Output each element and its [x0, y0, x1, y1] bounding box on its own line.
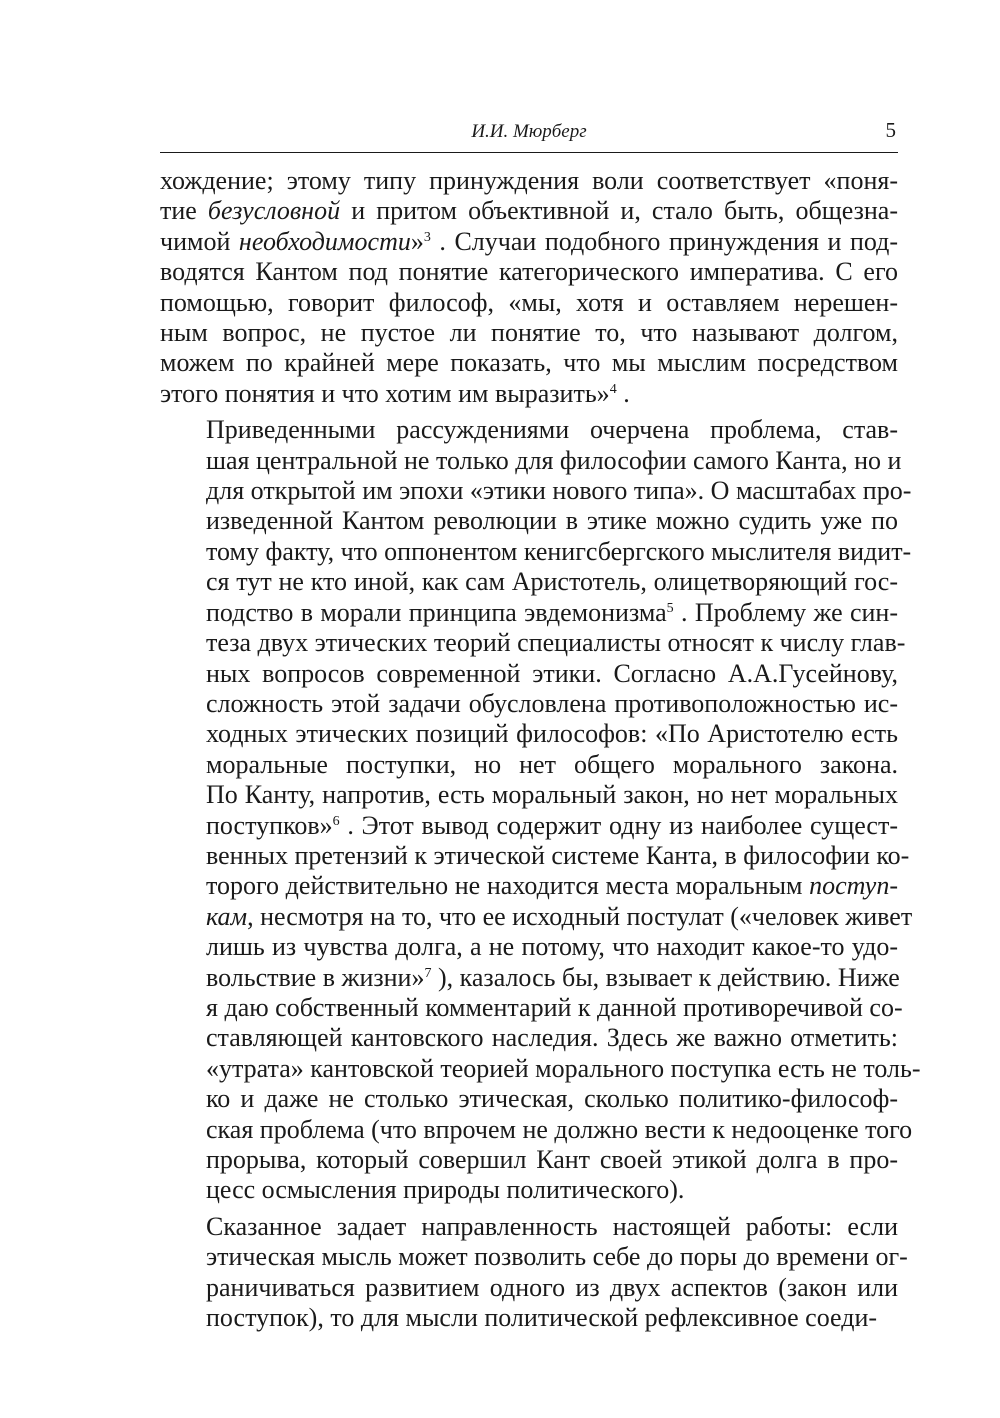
text-line [160, 992, 903, 1023]
footnote-ref: 6 [332, 813, 340, 829]
text-line [160, 1242, 908, 1272]
italic-text: кам [206, 901, 248, 931]
text-segment: сложность этой задачи обусловлена противоположностью ис- [206, 688, 898, 718]
text-segment: . [616, 378, 630, 408]
text-segment: лишь из чувства долга, а не потому, что находит какое-то удо- [206, 932, 898, 962]
footnote-ref: 4 [609, 381, 617, 397]
text-segment: вольствие в жизни» [206, 962, 425, 992]
page-number: 5 [885, 118, 896, 142]
text-segment: , несмотря на то, что ее исходный постулат («человек живет [247, 901, 913, 931]
text-segment: изведенной Кантом революции в этике можно судить уже по [206, 506, 898, 536]
text-line [160, 811, 898, 841]
text-segment: Приведенными рассуждениями очерчена проблема, став- [206, 415, 898, 445]
text-line [160, 901, 913, 932]
text-line [160, 780, 898, 810]
text-line [160, 536, 912, 567]
text-segment: подство в морали принципа эвдемонизма [206, 597, 667, 627]
text-segment: тие [160, 196, 208, 226]
text-line [160, 1145, 898, 1175]
text-segment: раничиваться развитием одного из двух аспектов (закон или [206, 1272, 898, 1302]
text-line [160, 506, 898, 536]
text-segment: ), казалось бы, взывает к действию. Ниже [431, 962, 900, 992]
text-line [160, 196, 898, 226]
text-line [160, 476, 912, 506]
footnote-ref: 7 [424, 965, 432, 981]
text-segment: . Проблему же син- [673, 597, 898, 627]
text-segment: помощью, говорит философ, «мы, хотя и оставляем нерешен- [160, 287, 898, 317]
paragraph [160, 415, 921, 1206]
text-segment: прорыва, который совершил Кант своей этикой долга в про- [206, 1145, 898, 1174]
footnote-ref: 3 [423, 229, 431, 245]
text-segment: поступков» [206, 810, 333, 840]
text-line [160, 598, 898, 628]
text-segment: Сказанное задает направленность настоящей работы: если [206, 1211, 898, 1241]
text-segment: поступок), то для мысли политической рефлексивное соеди- [206, 1303, 878, 1333]
text-line [160, 257, 898, 287]
text-segment: чимой [160, 226, 239, 256]
text-segment: ных вопросов современной этики. Согласно А.А.Гусейнову, [206, 658, 898, 688]
text-segment: По Канту, напротив, есть моральный закон, но нет моральных [206, 780, 898, 810]
paragraph [160, 1211, 908, 1334]
text-line [160, 288, 898, 318]
text-segment: тому факту, что оппонентом кенигсбергского мыслителя видит- [206, 536, 912, 566]
text-line [160, 1053, 921, 1084]
body-text [160, 166, 921, 1333]
text-segment: я даю собственный комментарий к данной противоречивой со- [206, 992, 903, 1022]
text-line [160, 227, 898, 257]
text-line [160, 659, 898, 689]
text-segment: цесс осмысления природы политического). [206, 1175, 685, 1205]
text-line [160, 348, 898, 378]
text-line [160, 567, 898, 597]
text-line [160, 1175, 898, 1205]
text-line [160, 318, 898, 348]
text-line [160, 1023, 898, 1053]
text-segment: торого действительно не находится места моральным [206, 871, 810, 901]
running-head: И.И. Мюрберг [471, 121, 587, 142]
text-line [160, 1084, 898, 1114]
text-line [160, 871, 898, 901]
text-line [160, 932, 898, 962]
text-segment: можем по крайней мере показать, что мы мыслим посредством [160, 348, 898, 378]
text-segment: ходных этических позиций философов: «По Аристотелю есть [206, 719, 898, 749]
text-line [160, 963, 898, 993]
italic-text: необходимости [238, 226, 411, 256]
text-line [160, 1114, 913, 1145]
text-segment: водятся Кантом под понятие категорического императива. С его [160, 257, 898, 287]
text-segment: этическая мысль может позволить себе до поры до времени ог- [206, 1242, 908, 1272]
text-segment: ся тут не кто иной, как сам Аристотель, олицетворяющий гос- [206, 567, 898, 597]
paragraph [160, 166, 898, 409]
text-line [160, 1212, 898, 1242]
text-segment: . Случаи подобного принуждения и под- [430, 226, 898, 256]
text-line [160, 166, 898, 196]
text-segment: ко и даже не столько этическая, сколько политико-философ- [206, 1084, 898, 1114]
text-segment: ставляющей кантовского наследия. Здесь же важно отметить: [206, 1023, 898, 1053]
text-line [160, 719, 898, 749]
italic-text: поступ- [809, 871, 898, 901]
text-segment: и притом объективной и, стало быть, общезна- [340, 196, 898, 226]
text-segment: шая центральной не только для философии самого Канта, но и [206, 445, 902, 475]
text-line [160, 840, 910, 871]
text-segment: . Этот вывод содержит одну из наиболее сущест- [339, 810, 898, 840]
page-header [160, 112, 898, 153]
text-segment: теза двух этических теорий специалисты относят к числу глав- [206, 628, 906, 658]
text-line [160, 445, 902, 476]
text-line [160, 415, 898, 445]
text-segment: для открытой им эпохи «этики нового типа». О масштабах про- [206, 476, 912, 506]
text-line [160, 1273, 898, 1303]
text-line [160, 689, 898, 719]
text-segment: » [410, 226, 424, 256]
text-segment: ская проблема (что впрочем не должно вести к недооценке того [206, 1114, 913, 1144]
text-line [160, 750, 898, 780]
text-line [160, 628, 906, 658]
text-line [160, 379, 898, 409]
text-segment: ным вопрос, не пустое ли понятие то, что называют долгом, [160, 318, 898, 348]
text-segment: моральные поступки, но нет общего морального закона. [206, 749, 898, 779]
text-segment: этого понятия и что хотим им выразить» [160, 378, 610, 408]
footnote-ref: 5 [666, 600, 674, 616]
italic-text: безусловной [207, 196, 341, 226]
text-segment: венных претензий к этической системе Канта, в философии ко- [206, 840, 910, 870]
text-segment: хождение; этому типу принуждения воли соответствует «поня- [160, 166, 898, 195]
text-segment: «утрата» кантовской теорией морального поступка есть не толь- [206, 1053, 921, 1083]
text-line [160, 1303, 898, 1333]
